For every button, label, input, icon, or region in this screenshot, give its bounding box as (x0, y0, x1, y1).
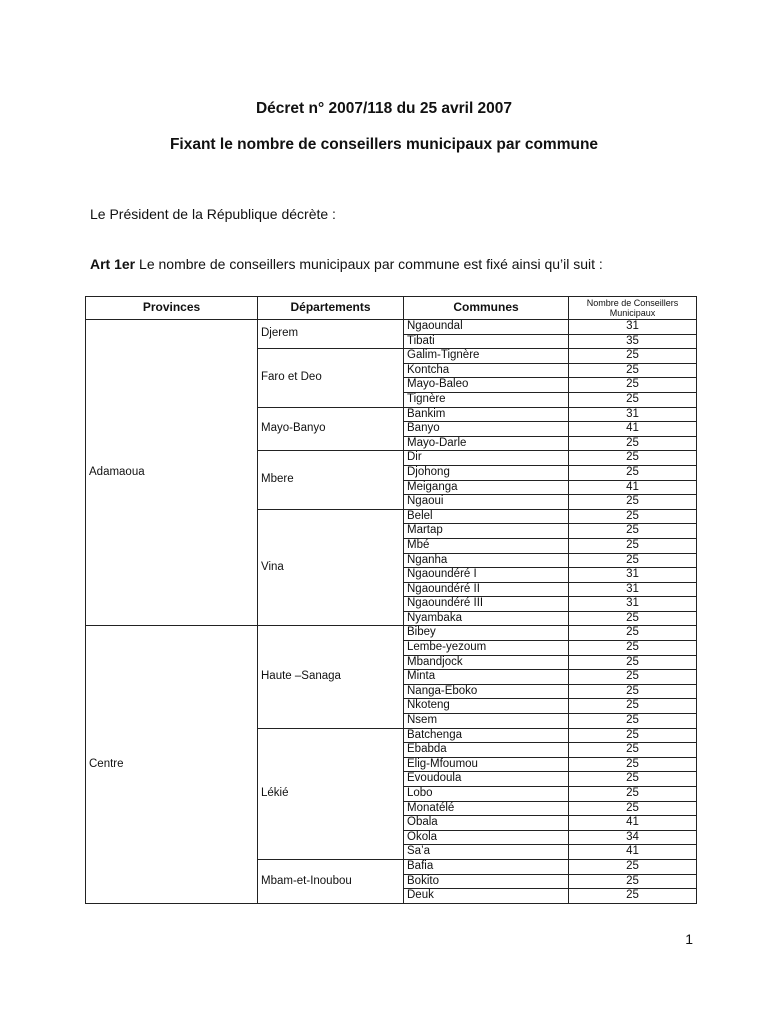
commune-cell: Sa’a (404, 845, 569, 860)
councillor-count-cell: 25 (569, 728, 697, 743)
councillor-count-cell: 34 (569, 830, 697, 845)
department-cell: Vina (258, 509, 404, 626)
councillor-count-cell: 25 (569, 874, 697, 889)
councillor-count-cell: 31 (569, 320, 697, 335)
commune-cell: Okola (404, 830, 569, 845)
councillor-count-cell: 41 (569, 816, 697, 831)
councillor-count-cell: 25 (569, 509, 697, 524)
councillor-count-cell: 31 (569, 582, 697, 597)
province-cell: Centre (86, 626, 258, 903)
commune-cell: Mayo-Darle (404, 436, 569, 451)
councillor-count-cell: 25 (569, 524, 697, 539)
councillor-count-cell: 25 (569, 465, 697, 480)
councillor-count-cell: 25 (569, 757, 697, 772)
province-cell: Adamaoua (86, 320, 258, 626)
councillor-count-cell: 25 (569, 670, 697, 685)
commune-cell: Batchenga (404, 728, 569, 743)
councillor-count-cell: 25 (569, 378, 697, 393)
commune-cell: Martap (404, 524, 569, 539)
councillor-count-cell: 25 (569, 684, 697, 699)
councillor-count-cell: 25 (569, 743, 697, 758)
commune-cell: Deuk (404, 889, 569, 904)
commune-cell: Djohong (404, 465, 569, 480)
commune-cell: Mbé (404, 538, 569, 553)
commune-cell: Obala (404, 816, 569, 831)
councillor-count-cell: 41 (569, 422, 697, 437)
commune-cell: Nsem (404, 714, 569, 729)
page-number: 1 (685, 931, 693, 947)
commune-cell: Belel (404, 509, 569, 524)
commune-cell: Lembe-yezoum (404, 641, 569, 656)
table-body (86, 320, 697, 904)
commune-cell: Ngaoui (404, 495, 569, 510)
councillor-count-cell: 25 (569, 699, 697, 714)
councillor-count-cell: 31 (569, 568, 697, 583)
commune-cell: Bokito (404, 874, 569, 889)
councillor-count-cell: 25 (569, 553, 697, 568)
department-cell: Faro et Deo (258, 349, 404, 407)
councillor-count-cell: 25 (569, 538, 697, 553)
article-1-text (90, 256, 603, 272)
councillor-count-cell: 25 (569, 889, 697, 904)
commune-cell: Evoudoula (404, 772, 569, 787)
commune-cell: Nanga-Eboko (404, 684, 569, 699)
commune-cell: Nkoteng (404, 699, 569, 714)
commune-cell: Tibati (404, 334, 569, 349)
commune-cell: Tignère (404, 392, 569, 407)
councillor-count-cell: 41 (569, 845, 697, 860)
councillor-count-cell: 25 (569, 451, 697, 466)
commune-cell: Monatélé (404, 801, 569, 816)
department-cell: Lékié (258, 728, 404, 859)
header-councillor-count: Nombre de Conseillers Municipaux (569, 297, 697, 320)
commune-cell: Elig-Mfoumou (404, 757, 569, 772)
commune-cell: Ngaoundal (404, 320, 569, 335)
intro-text: Le Président de la République décrète : (90, 206, 336, 222)
header-provinces: Provinces (86, 297, 258, 320)
commune-cell: Ngaoundéré I (404, 568, 569, 583)
commune-cell: Minta (404, 670, 569, 685)
commune-cell: Ngaoundéré II (404, 582, 569, 597)
decree-title: Décret n° 2007/118 du 25 avril 2007 (255, 100, 513, 117)
commune-cell: Lobo (404, 787, 569, 802)
department-cell: Mayo-Banyo (258, 407, 404, 451)
councillor-count-cell: 25 (569, 349, 697, 364)
councillor-count-cell: 25 (569, 611, 697, 626)
councillors-table (85, 296, 697, 904)
table-row (86, 320, 697, 335)
department-cell: Mbam-et-Inoubou (258, 859, 404, 903)
department-cell: Haute –Sanaga (258, 626, 404, 728)
councillor-count-cell: 25 (569, 801, 697, 816)
department-cell: Mbere (258, 451, 404, 509)
commune-cell: Banyo (404, 422, 569, 437)
councillor-count-cell: 25 (569, 436, 697, 451)
councillor-count-cell: 25 (569, 641, 697, 656)
councillor-count-cell: 31 (569, 407, 697, 422)
councillor-count-cell: 25 (569, 626, 697, 641)
councillor-count-cell: 41 (569, 480, 697, 495)
commune-cell: Mayo-Baleo (404, 378, 569, 393)
commune-cell: Ebabda (404, 743, 569, 758)
header-departements: Départements (258, 297, 404, 320)
header-communes: Communes (404, 297, 569, 320)
councillor-count-cell: 25 (569, 495, 697, 510)
councillor-count-cell: 25 (569, 859, 697, 874)
department-cell: Djerem (258, 320, 404, 349)
councillor-count-cell: 31 (569, 597, 697, 612)
councillor-count-cell: 25 (569, 392, 697, 407)
commune-cell: Galim-Tignère (404, 349, 569, 364)
commune-cell: Meiganga (404, 480, 569, 495)
commune-cell: Nganha (404, 553, 569, 568)
article-label: Art 1er (90, 256, 136, 272)
commune-cell: Nyambaka (404, 611, 569, 626)
councillor-count-cell: 35 (569, 334, 697, 349)
table-header-row (86, 297, 697, 320)
decree-subtitle: Fixant le nombre de conseillers municipaux par commune (169, 136, 599, 153)
article-body: Le nombre de conseillers municipaux par commune est fixé ainsi qu’il suit : (135, 256, 603, 272)
commune-cell: Ngaoundéré III (404, 597, 569, 612)
councillor-count-cell: 25 (569, 772, 697, 787)
councillor-count-cell: 25 (569, 787, 697, 802)
commune-cell: Dir (404, 451, 569, 466)
commune-cell: Bafia (404, 859, 569, 874)
councillor-count-cell: 25 (569, 655, 697, 670)
councillor-count-cell: 25 (569, 714, 697, 729)
commune-cell: Bankim (404, 407, 569, 422)
councillor-count-cell: 25 (569, 363, 697, 378)
commune-cell: Kontcha (404, 363, 569, 378)
commune-cell: Mbandjock (404, 655, 569, 670)
table-row (86, 626, 697, 641)
commune-cell: Bibey (404, 626, 569, 641)
